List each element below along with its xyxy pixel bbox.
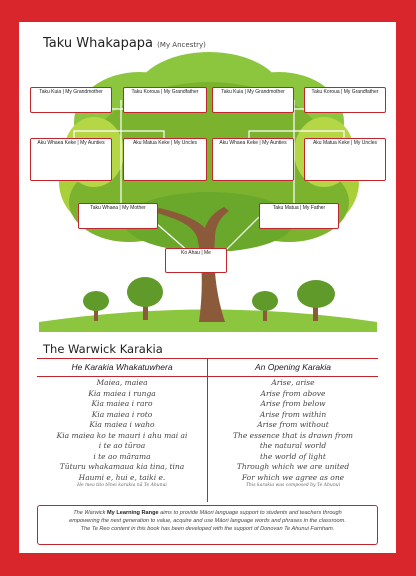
karakia-line: Maiea, maiea [96,378,148,387]
karakia-line: For which we agree as one [241,472,345,482]
right-column-heading: An Opening Karakia [254,362,332,372]
grandmother-2-label: Taku Kuia | My Grandmother [221,89,285,95]
uncles-1-label: Aku Matua Keke | My Uncles [132,140,198,146]
uncles-2-box[interactable] [304,138,386,181]
uncles-2-label: Aku Matua Keke | My Uncles [312,140,378,146]
english-karakia-credit: This karakia was composed by Te Ahunui [245,483,341,488]
mother-label: Taku Whaea | My Mother [90,205,146,211]
footer-line-3: The Te Reo content in this book has been developed with the support of Donovan Te Ahunui Farnham. [80,526,335,532]
karakia-line: the natural world [259,441,327,450]
karakia-line: the world of light [260,451,326,461]
karakia-line: Arise from above [260,388,326,398]
karakia-line: Kia maiea i raro [91,399,153,408]
grandfather-1-box[interactable] [123,87,207,113]
footer-text: aims to provide Māori language support to students and teachers through [158,510,342,516]
page-title-text: Taku Whakapapa [43,36,154,51]
footer-line-2: empowering the next generation to value, acquire and use Māori language words and phrases in the classroom. [69,518,346,524]
grandmother-2-box[interactable] [212,87,294,113]
maori-karakia-text [37,378,207,489]
karakia-line: Kia maiea i waho [89,420,155,429]
grandfather-2-box[interactable] [304,87,386,113]
karakia-line: i te ao tūroa [98,441,146,450]
uncles-1-box[interactable] [123,138,207,181]
worksheet-page [19,22,396,553]
karakia-line: Through which we are united [236,462,350,471]
me-label: Ko Ahau | Me [181,250,211,256]
grandmother-1-label: Taku Kuia | My Grandmother [39,89,103,95]
family-tree-illustration [19,22,396,342]
karakia-line: Arise from within [259,409,327,419]
father-label: Taku Matua | My Father [272,205,326,211]
grandfather-1-label: Taku Koroua | My Grandfather [131,89,199,95]
karakia-line: Kia maiea i runga [88,388,156,398]
karakia-line: Haumi e, hui e, taiki e. [78,472,166,482]
grandfather-2-label: Taku Koroua | My Grandfather [311,89,379,95]
footer-text: The Warwick [73,510,107,516]
karakia-line: The essence that is drawn from [233,430,353,440]
page-title-note: (My Ancestry) [157,41,206,49]
english-karakia-text [208,378,378,489]
left-column-heading: He Karakia Whakatuwhera [71,362,173,372]
karakia-line: i te ao mārama [93,451,151,461]
karakia-section-title: The Warwick Karakia [43,342,163,356]
footer-brand: My Learning Range [107,510,159,516]
aunties-1-box[interactable] [30,138,112,181]
father-box[interactable] [259,203,339,229]
aunties-2-box[interactable] [212,138,294,181]
grandmother-1-box[interactable] [30,87,112,113]
karakia-line: Arise from below [260,399,326,408]
karakia-line: Kia maiea i roto [91,409,153,419]
karakia-line: Kia maiea ko te mauri i ahu mai ai [56,430,188,440]
aunties-1-label: Aku Whaea Keke | My Aunties [37,140,105,146]
maori-karakia-credit: He mea tito tēnei karakia nā Te Ahunui [77,483,167,488]
karakia-line: Arise, arise [271,378,315,387]
mother-box[interactable] [78,203,158,229]
me-box[interactable] [165,248,227,273]
aunties-2-label: Aku Whaea Keke | My Aunties [219,140,287,146]
karakia-line: Tūturu whakamaua kia tina, tina [59,462,185,471]
footer-line-1 [42,509,373,517]
footer-note [37,505,378,545]
karakia-line: Arise from without [257,420,329,429]
